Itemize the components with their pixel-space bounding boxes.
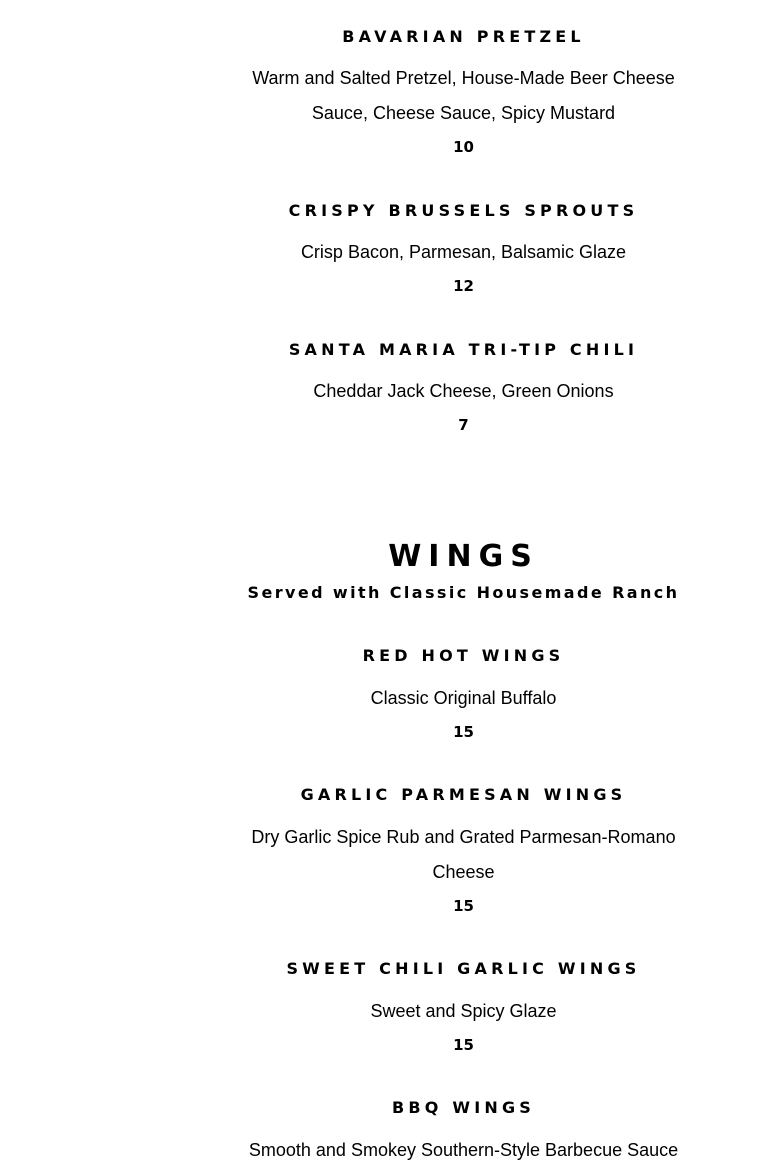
item-name: RED HOT WINGS (362, 646, 565, 665)
item-price: 12 (453, 277, 474, 295)
item-description: Sweet and Spicy Glaze (370, 1001, 557, 1021)
section-title: WINGS (388, 539, 539, 574)
item-name: SWEET CHILI GARLIC WINGS (286, 959, 641, 978)
item-price: 15 (453, 897, 474, 915)
item-price: 10 (453, 138, 474, 156)
item-price: 15 (453, 1036, 474, 1054)
item-description: Dry Garlic Spice Rub and Grated Parmesan-Romano Cheese (251, 827, 676, 882)
item-price: 15 (453, 723, 474, 741)
item-name: CRISPY BRUSSELS SPROUTS (288, 201, 639, 220)
item-description: Smooth and Smokey Southern-Style Barbecue Sauce (248, 1140, 679, 1160)
item-name: BAVARIAN PRETZEL (342, 27, 585, 46)
item-name: BBQ WINGS (391, 1098, 535, 1117)
section-subtitle: Served with Classic Housemade Ranch (247, 583, 680, 602)
item-description: Classic Original Buffalo (370, 688, 557, 708)
item-description: Warm and Salted Pretzel, House-Made Beer Cheese Sauce, Cheese Sauce, Spicy Mustard (252, 68, 675, 123)
item-price: 7 (458, 416, 469, 434)
item-description: Cheddar Jack Cheese, Green Onions (313, 381, 614, 401)
item-name: SANTA MARIA TRI-TIP CHILI (288, 340, 639, 359)
item-description: Crisp Bacon, Parmesan, Balsamic Glaze (300, 242, 627, 262)
item-name: GARLIC PARMESAN WINGS (300, 785, 627, 804)
